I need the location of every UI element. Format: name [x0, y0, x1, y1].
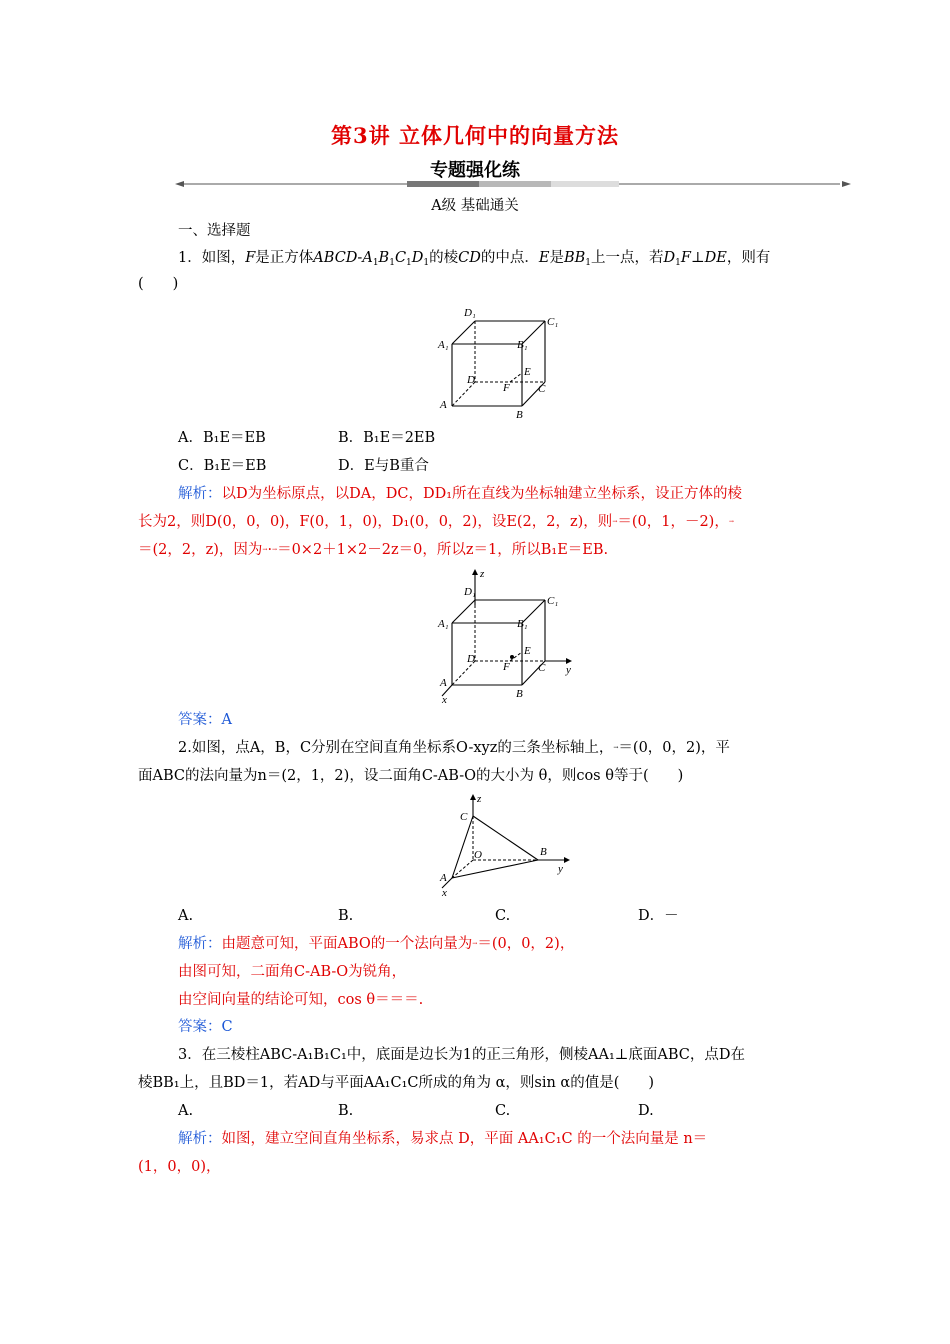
cube1-label: A₁	[438, 339, 449, 351]
cube2-label: x	[442, 694, 447, 705]
q2-line1: 2.如图，点A，B，C分别在空间直角坐标系O-xyz的三条坐标轴上，→＝(0，0，2)，平	[178, 740, 730, 756]
level-heading: A级 基础通关	[431, 198, 519, 214]
tetra-label: B	[540, 846, 547, 858]
cube1-label: B₁	[517, 339, 528, 351]
q1-solution-line2: 长为2，则D(0，0，0)，F(0，1，0)，D₁(0，0，2)，设E(2，2，z)，则→＝(0，1，－2)，→	[138, 514, 734, 530]
q1-line2: ( )	[138, 276, 179, 292]
section-heading: 一、选择题	[178, 223, 251, 239]
cube2-label: D₁	[464, 586, 476, 598]
tetra-label: z	[477, 793, 482, 805]
cube2-label: C₁	[547, 595, 559, 607]
q3-option-d: D.	[638, 1103, 654, 1119]
cube2-label: z	[480, 568, 485, 580]
tetra-label: A	[440, 872, 447, 884]
cube1-label: C	[538, 383, 546, 395]
q2-line2: 面ABC的法向量为n＝(2，1，2)，设二面角C-AB-O的大小为 θ，则cos θ等于( )	[138, 768, 684, 784]
q2-solution-line2: 由图可知，二面角C-AB-O为锐角，	[178, 964, 407, 980]
q1-answer: 答案：A	[178, 712, 232, 728]
tetrahedron-figure	[430, 790, 580, 900]
cube2-label: y	[566, 664, 571, 676]
title-divider	[175, 176, 855, 192]
tetra-label: x	[442, 887, 447, 899]
cube2-label: F	[503, 661, 510, 673]
q2-option-d: D．－	[638, 908, 679, 924]
q1-option-a: A．B₁E＝EB	[178, 430, 266, 446]
cube1-label: E	[524, 366, 531, 378]
q1-option-b: B．B₁E＝2EB	[338, 430, 436, 446]
cube1-label: D₁	[464, 307, 476, 319]
q2-answer: 答案：C	[178, 1019, 233, 1035]
cube1-label: C₁	[547, 316, 559, 328]
cube1-label: A	[440, 399, 447, 411]
q2-option-c: C.	[495, 908, 511, 924]
cube2-label: C	[538, 662, 546, 674]
cube2-label: A	[440, 677, 447, 689]
cube1-label: F	[503, 382, 510, 394]
cube2-label: B₁	[517, 618, 528, 630]
page-subtitle: 专题强化练	[430, 160, 520, 181]
q3-option-b: B.	[338, 1103, 354, 1119]
cube-figure-1	[430, 300, 560, 422]
cube2-label: E	[524, 645, 531, 657]
cube1-label: D	[467, 374, 475, 386]
cube1-label: B	[516, 409, 523, 421]
cube2-label: D	[467, 653, 475, 665]
q3-line2: 棱BB₁上，且BD＝1，若AD与平面AA₁C₁C所成的角为 α，则sin α的值是( )	[138, 1075, 655, 1091]
q1-solution-line3: ＝(2，2，z)，因为→·→＝0×2＋1×2－2z＝0，所以z＝1，所以B₁E＝EB.	[138, 542, 609, 558]
q2-option-a: A.	[178, 908, 194, 924]
q3-option-a: A.	[178, 1103, 194, 1119]
q1-option-c: C．B₁E＝EB	[178, 458, 267, 474]
q2-option-b: B.	[338, 908, 354, 924]
tetra-label: O	[474, 849, 482, 861]
cube2-label: A₁	[438, 618, 449, 630]
q3-line1: 3．在三棱柱ABC-A₁B₁C₁中，底面是边长为1的正三角形，侧棱AA₁⊥底面ABC，点D在	[178, 1047, 746, 1063]
cube2-label: B	[516, 688, 523, 700]
page-title: 第3讲 立体几何中的向量方法	[331, 123, 619, 148]
tetra-label: y	[558, 863, 563, 875]
q1-option-d: D．E与B重合	[338, 458, 429, 474]
q2-solution-line3: 由空间向量的结论可知，cos θ＝＝＝.	[178, 992, 424, 1008]
tetra-label: C	[460, 811, 468, 823]
q1-line1: 1．如图，F是正方体ABCD-$A_1B_1C_1D_1$的棱CD的中点．E是$BB_1$上一点，若$D_1F\perp DE$，则有	[178, 250, 771, 268]
q3-solution-line2: (1，0，0)，	[138, 1159, 221, 1175]
q1-solution-line1: 解析：以D为坐标原点，以DA，DC，DD₁所在直线为坐标轴建立坐标系，设正方体的棱	[178, 486, 743, 502]
q3-solution-line1: 解析：如图，建立空间直角坐标系，易求点 D，平面 AA₁C₁C 的一个法向量是 n＝	[178, 1131, 708, 1147]
q2-solution-line1: 解析：由题意可知，平面ABO的一个法向量为→＝(0，0，2)，	[178, 936, 575, 952]
cube-figure-2	[430, 565, 580, 705]
q3-option-c: C.	[495, 1103, 511, 1119]
